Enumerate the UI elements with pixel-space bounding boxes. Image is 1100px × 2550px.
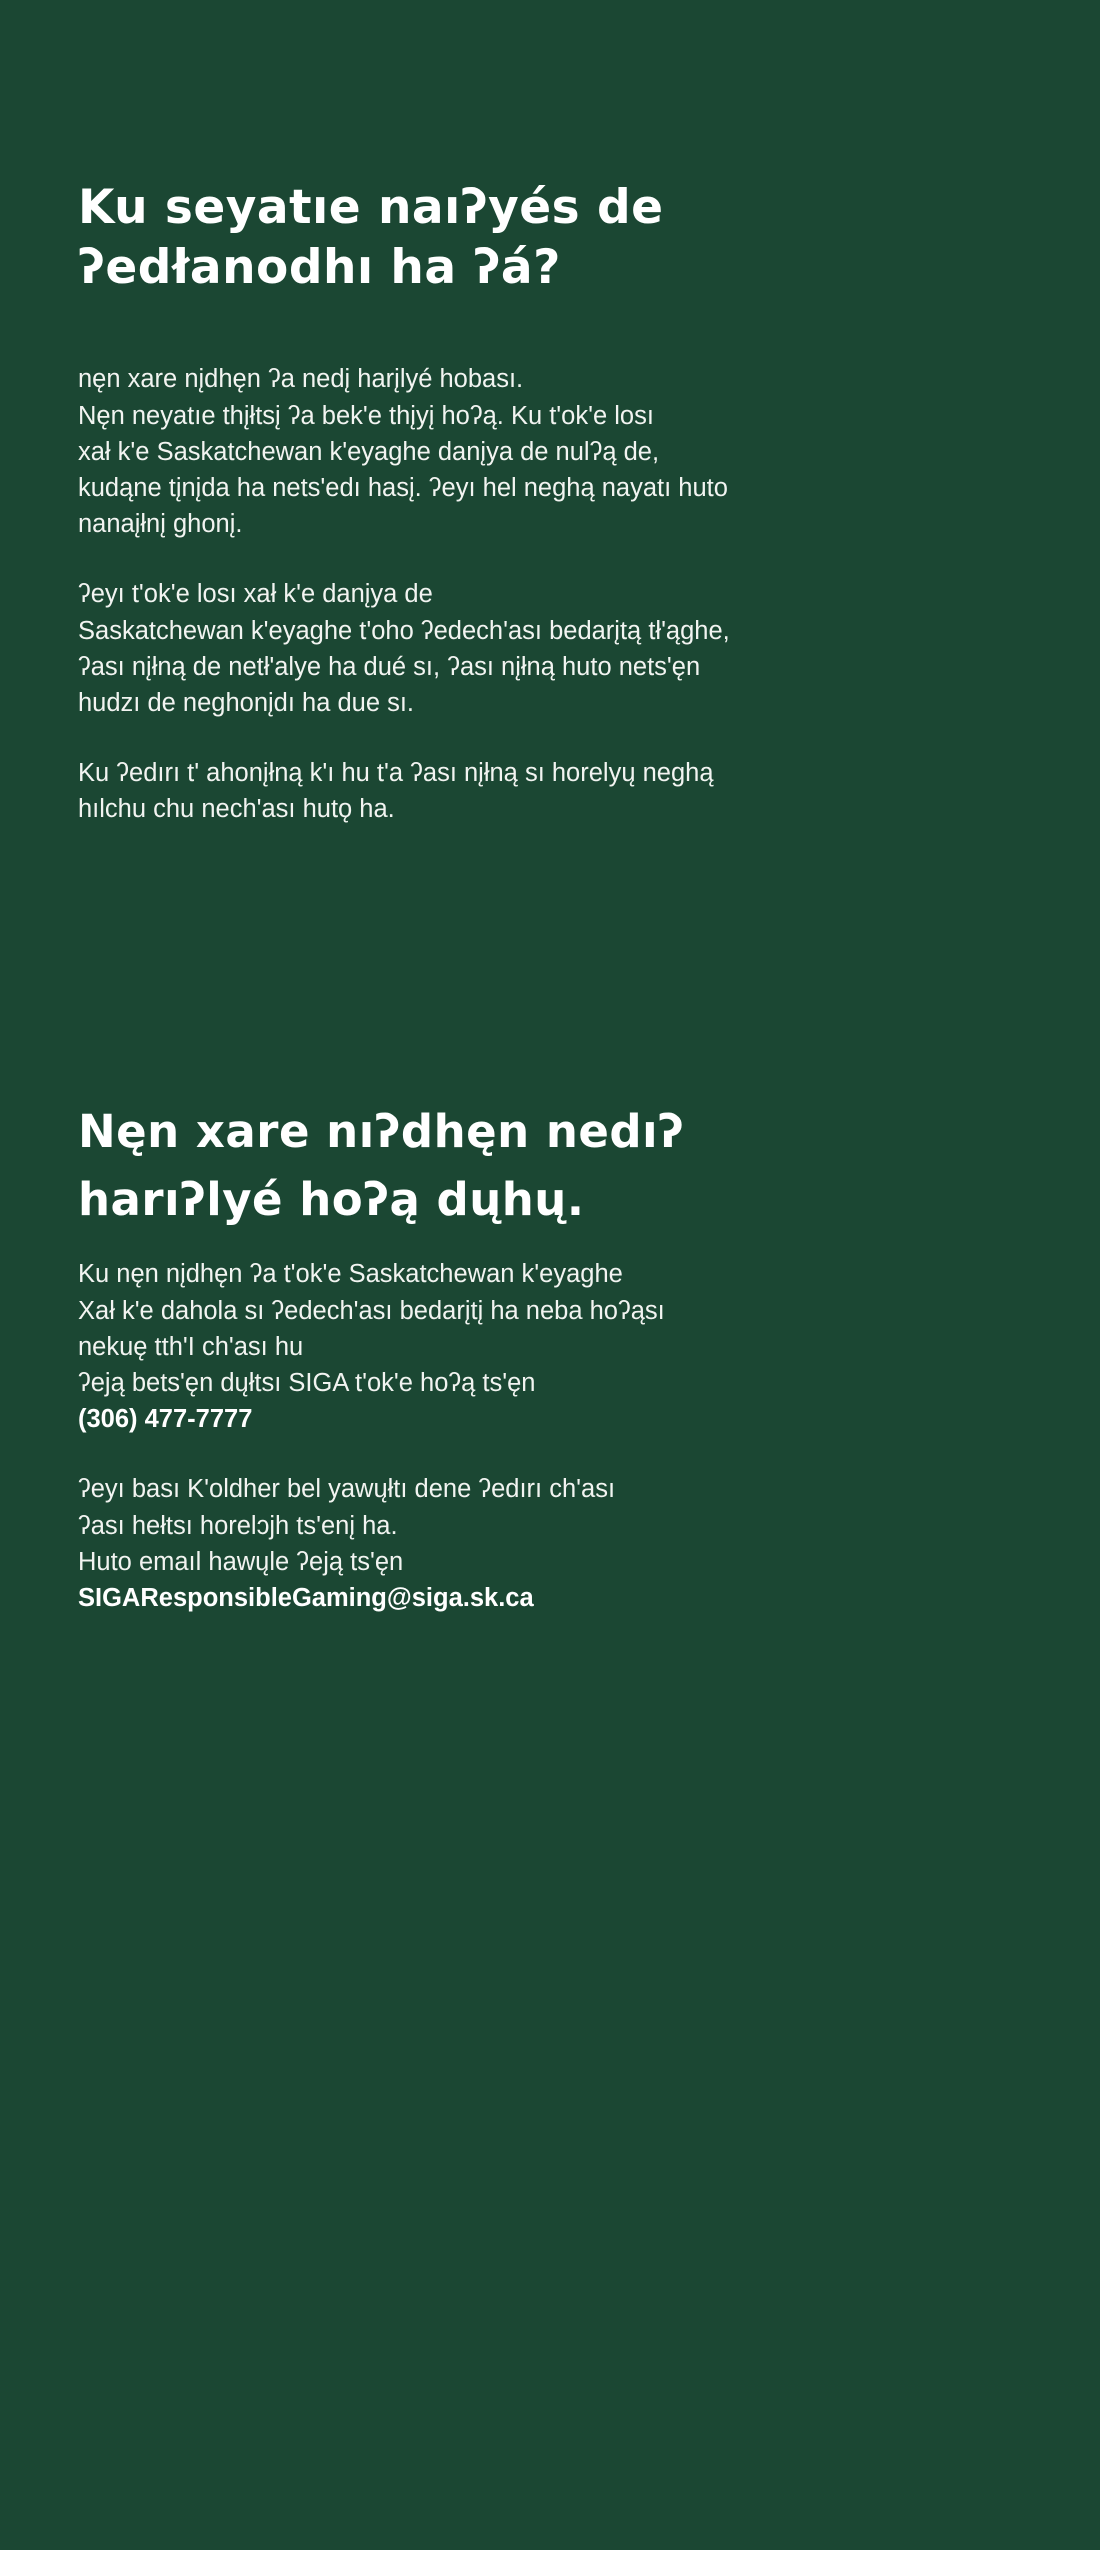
text-line: hılchu chu nech'ası hutǫ ha.: [78, 795, 395, 824]
section1-paragraph-3: [78, 755, 1008, 827]
section2-body: [78, 1256, 1038, 1616]
section2-heading-line1: Nęn xare nıʔdhęn nedıʔ: [78, 1104, 685, 1158]
section2-paragraph-2: [78, 1471, 1008, 1616]
text-line: ʔeyı bası K'oldher bel yawųłtı dene ʔedırı ch'ası: [78, 1475, 616, 1504]
section2-heading-line2: harıʔlyé hoʔą dųhų.: [78, 1172, 585, 1226]
text-line: ʔeyı t'ok'e losı xał k'e danįya de: [78, 580, 433, 609]
text-line: Ku nęn nįdhęn ʔa t'ok'e Saskatchewan k'eyaghe: [78, 1260, 623, 1289]
section1-heading: [78, 0, 958, 298]
text-line: ʔeją bets'ęn dųłtsı SIGA t'ok'e hoʔą ts'ęn: [78, 1368, 536, 1397]
section1-heading-line1: Ku seyatıe naıʔyés de: [78, 180, 664, 235]
text-line: xał k'e Saskatchewan k'eyaghe danįya de nulʔą de,: [78, 437, 660, 466]
text-line: kudąne tįnįda ha nets'edı hasį. ʔeyı hel neghą nayatı huto: [78, 473, 728, 502]
text-line: nanaįłnį ghonį.: [78, 510, 243, 539]
section2-heading: [78, 1098, 978, 1235]
text-line: Saskatchewan k'eyaghe t'oho ʔedech'ası bedarįtą tł'ąghe,: [78, 616, 730, 645]
section1-paragraph-2: [78, 576, 1008, 721]
text-line: Xał k'e dahola sı ʔedech'ası bedarįtį ha neba hoʔąsı: [78, 1296, 665, 1325]
text-line: Huto emaıl hawųle ʔeją ts'ęn: [78, 1547, 404, 1576]
text-line: hudzı de neghonįdı ha due sı.: [78, 688, 415, 717]
text-line: nekuę tth'I ch'ası hu: [78, 1332, 304, 1361]
email-address[interactable]: SIGAResponsibleGaming@siga.sk.ca: [78, 1583, 534, 1612]
paragraph-spacer: [78, 721, 1038, 755]
text-line: ʔası nįłną de netł'alye ha dué sı, ʔası nįłną huto nets'ęn: [78, 652, 701, 681]
section1-body: [78, 361, 1038, 827]
text-line: Ku ʔedırı t' ahonįłną k'ı hu t'a ʔası nįłną sı horelyų neghą: [78, 759, 714, 788]
section1-heading-line2: ʔedłanodhı ha ʔá?: [78, 240, 561, 296]
text-line: nęn xare nįdhęn ʔa nedį harįlyé hobası.: [78, 365, 524, 394]
paragraph-spacer: [78, 1437, 1038, 1471]
text-line: Nęn neyatıe thįłtsį ʔa bek'e thįyį hoʔą. Ku t'ok'e losı: [78, 401, 654, 430]
text-line: ʔası hełtsı horelɔjh ts'enį ha.: [78, 1511, 398, 1540]
poster-content: [78, 0, 1038, 1616]
phone-number[interactable]: (306) 477-7777: [78, 1405, 253, 1434]
section1-paragraph-1: [78, 361, 1008, 542]
paragraph-spacer: [78, 542, 1038, 576]
section2-paragraph-1: [78, 1256, 1008, 1437]
section-divider-space: [78, 828, 1038, 1098]
